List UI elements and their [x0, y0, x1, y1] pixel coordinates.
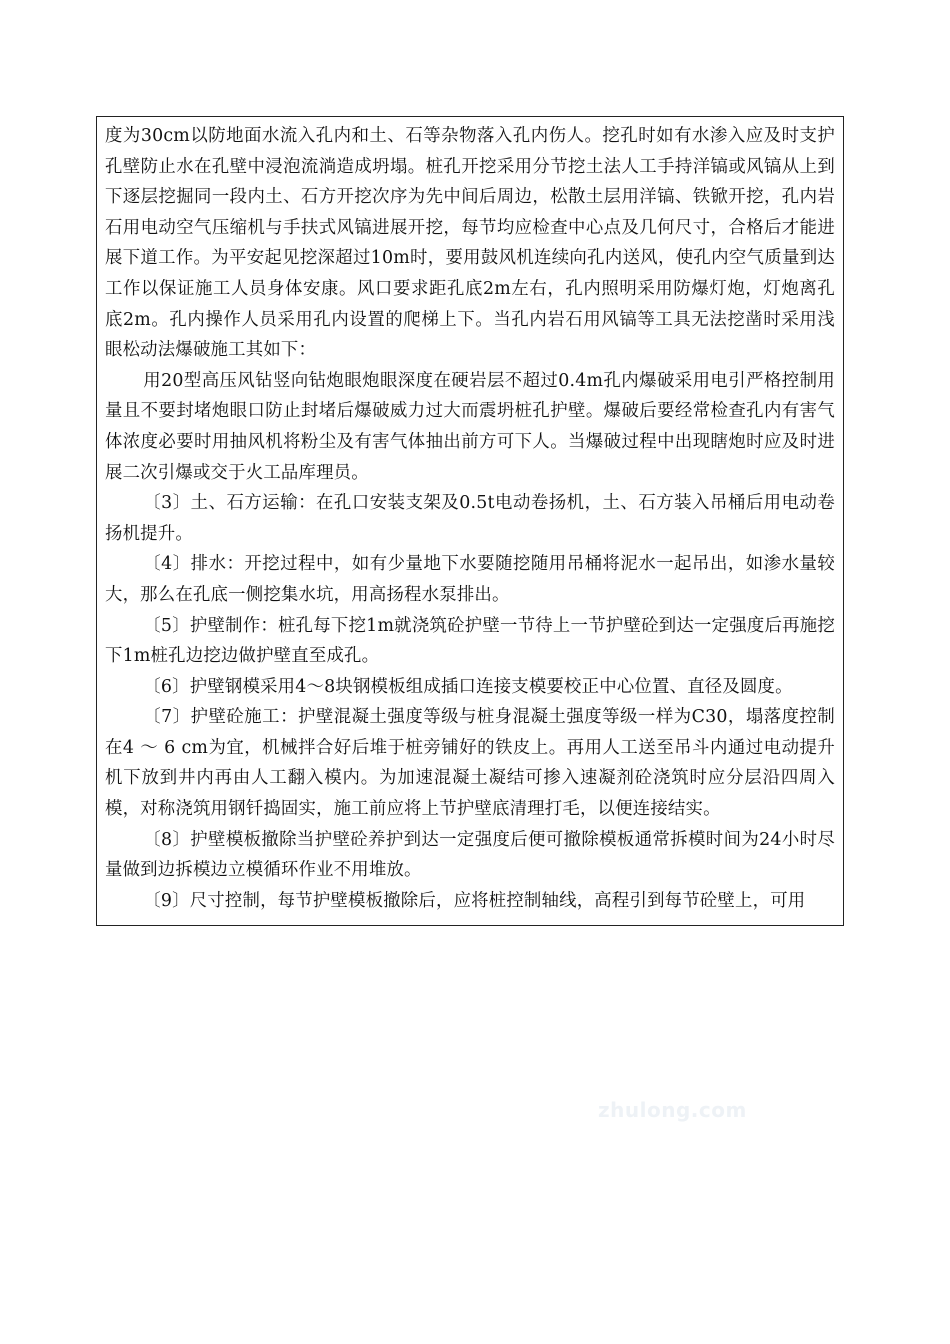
document-frame: [96, 116, 844, 926]
paragraph-item-7-concrete-construction: 〔7〕护壁砼施工：护壁混凝土强度等级与桩身混凝土强度等级一样为C30，塌落度控制在4 ～ 6 cm为宜，机械拌合好后堆于桩旁铺好的铁皮上。再用人工送至吊斗内通过电动提升机下放到井内再由人工翻入模内。为加速混凝土凝结可掺入速凝剂砼浇筑时应分层沿四周入模，对称浇筑用钢钎捣固实，施工前应将上节护壁底清理打毛，以便连接结实。: [105, 707, 835, 820]
paragraph-item-5-wall-making: 〔5〕护壁制作：桩孔每下挖1m就浇筑砼护壁一节待上一节护壁砼到达一定强度后再施挖下1m桩孔边挖边做护壁直至成孔。: [105, 615, 835, 667]
paragraph-item-3-transport: 〔3〕土、石方运输：在孔口安装支架及0.5t电动卷扬机，土、石方装入吊桶后用电动卷扬机提升。: [105, 493, 835, 544]
paragraph-excavation: 度为30cm以防地面水流入孔内和土、石等杂物落入孔内伤人。挖孔时如有水渗入应及时支护孔壁防止水在孔壁中浸泡流淌造成坍塌。桩孔开挖采用分节挖土法人工手持洋镐或风镐从上到下逐层挖掘同一段内土、石方开挖次序为先中间后周边，松散土层用洋镐、铁锨开挖，孔内岩石用电动空气压缩机与手扶式风镐进展开挖，每节均应检查中心点及几何尺寸，合格后才能进展下道工作。为平安起见挖深超过10m时，要用鼓风机连续向孔内送风，使孔内空气质量到达工作以保证施工人员身体安康。风口要求距孔底2m左右，孔内照明采用防爆灯炮，灯炮离孔底2m。孔内操作人员采用孔内设置的爬梯上下。当孔内岩石用风镐等工具无法挖凿时采用浅眼松动法爆破施工其如下：: [105, 126, 835, 361]
paragraph-item-9-dimension-control: 〔9〕尺寸控制，每节护壁模板撤除后，应将桩控制轴线，高程引到每节砼壁上，可用: [143, 890, 806, 911]
paragraph-item-4-drainage: 〔4〕排水：开挖过程中，如有少量地下水要随挖随用吊桶将泥水一起吊出，如渗水量较大，那么在孔底一侧挖集水坑，用高扬程水泵排出。: [105, 554, 835, 605]
watermark: zhulong.com: [598, 1098, 747, 1122]
paragraph-blasting: 用20型高压风钻竖向钻炮眼炮眼深度在硬岩层不超过0.4m孔内爆破采用电引严格控制用量且不要封堵炮眼口防止封堵后爆破威力过大而震坍桩孔护壁。爆破后要经常检查孔内有害气体浓度必要时用抽风机将粉尘及有害气体抽出前方可下人。当爆破过程中出现瞎炮时应及时进展二次引爆或交于火工品库理员。: [105, 370, 835, 483]
paragraph-item-8-formwork-removal: 〔8〕护壁模板撤除当护壁砼养护到达一定强度后便可撤除模板通常拆模时间为24小时尽量做到边拆模边立模循环作业不用堆放。: [105, 829, 835, 881]
paragraph-item-6-steel-formwork: 〔6〕护壁钢模采用4～8块钢模板组成插口连接支模要校正中心位置、直径及圆度。: [143, 676, 793, 697]
